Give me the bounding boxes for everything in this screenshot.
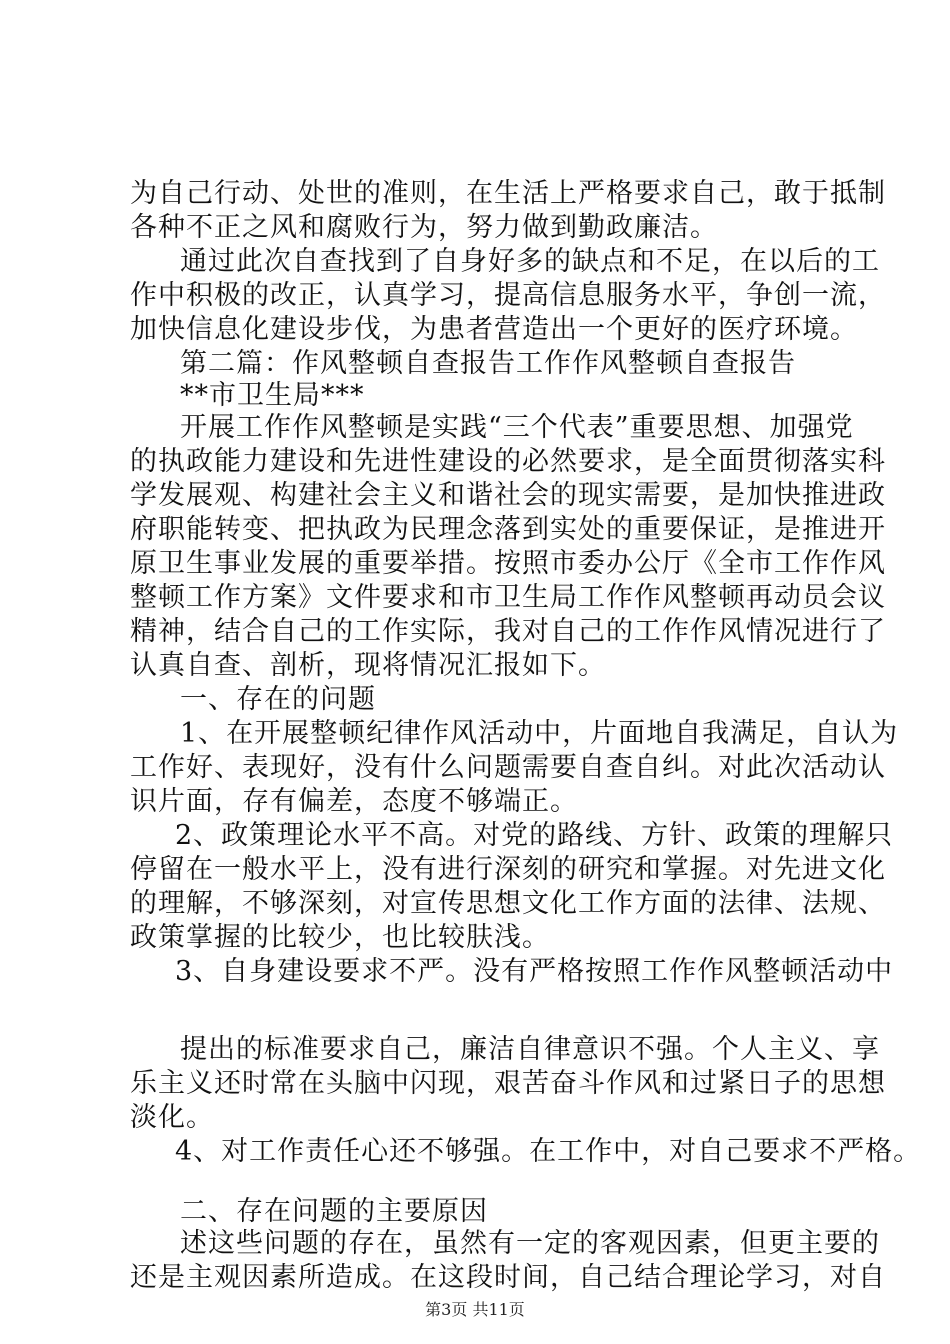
text-line: 的理解，不够深刻，对宣传思想文化工作方面的法律、法规、 bbox=[130, 888, 886, 919]
text-line: 精神，结合自己的工作实际，我对自己的工作作风情况进行了 bbox=[130, 616, 886, 647]
text-line: 提出的标准要求自己，廉洁自律意识不强。个人主义、享 bbox=[180, 1034, 880, 1065]
text-line: 乐主义还时常在头脑中闪现，艰苦奋斗作风和过紧日子的思想 bbox=[130, 1068, 886, 1099]
text-line: 政策掌握的比较少，也比较肤浅。 bbox=[130, 922, 550, 953]
text-line: 4、对工作责任心还不够强。在工作中，对自己要求不严格。 bbox=[175, 1136, 922, 1167]
text-line: 整顿工作方案》文件要求和市卫生局工作作风整顿再动员会议 bbox=[130, 582, 886, 613]
text-line: 认真自查、剖析，现将情况汇报如下。 bbox=[130, 650, 606, 681]
text-line: 原卫生事业发展的重要举措。按照市委办公厅《全市工作作风 bbox=[130, 548, 886, 579]
text-line: 3、自身建设要求不严。没有严格按照工作作风整顿活动中 bbox=[175, 956, 894, 987]
text-line: 还是主观因素所造成。在这段时间，自己结合理论学习，对自 bbox=[130, 1262, 886, 1293]
text-line: 作中积极的改正，认真学习，提高信息服务水平，争创一流， bbox=[130, 280, 886, 311]
text-line: 学发展观、构建社会主义和谐社会的现实需要，是加快推进政 bbox=[130, 480, 886, 511]
page-number: 第3页 共11页 bbox=[425, 1300, 525, 1319]
text-line: 府职能转变、把执政为民理念落到实处的重要保证，是推进开 bbox=[130, 514, 886, 545]
text-line: 开展工作作风整顿是实践“三个代表”重要思想、加强党 bbox=[180, 412, 854, 443]
text-line: 通过此次自查找到了自身好多的缺点和不足，在以后的工 bbox=[180, 246, 880, 277]
section-heading: 第二篇：作风整顿自查报告工作作风整顿自查报告 bbox=[180, 348, 796, 379]
text-line: 的执政能力建设和先进性建设的必然要求，是全面贯彻落实科 bbox=[130, 446, 886, 477]
text-line: 识片面，存有偏差，态度不够端正。 bbox=[130, 786, 578, 817]
text-line: 各种不正之风和腐败行为，努力做到勤政廉洁。 bbox=[130, 212, 718, 243]
text-line: 2、政策理论水平不高。对党的路线、方针、政策的理解只 bbox=[175, 820, 894, 851]
text-line: 述这些问题的存在，虽然有一定的客观因素，但更主要的 bbox=[180, 1228, 880, 1259]
text-line: 加快信息化建设步伐，为患者营造出一个更好的医疗环境。 bbox=[130, 314, 858, 345]
text-line: 1、在开展整顿纪律作风活动中，片面地自我满足，自认为 bbox=[180, 718, 899, 749]
text-line: 淡化。 bbox=[130, 1102, 214, 1133]
author-line: **市卫生局*** bbox=[180, 380, 365, 411]
text-line: 停留在一般水平上，没有进行深刻的研究和掌握。对先进文化 bbox=[130, 854, 886, 885]
text-line: 工作好、表现好，没有什么问题需要自查自纠。对此次活动认 bbox=[130, 752, 886, 783]
text-line: 为自己行动、处世的准则，在生活上严格要求自己，敢于抵制 bbox=[130, 178, 886, 209]
section-heading: 一、存在的问题 bbox=[180, 684, 376, 715]
section-heading: 二、存在问题的主要原因 bbox=[180, 1196, 488, 1227]
